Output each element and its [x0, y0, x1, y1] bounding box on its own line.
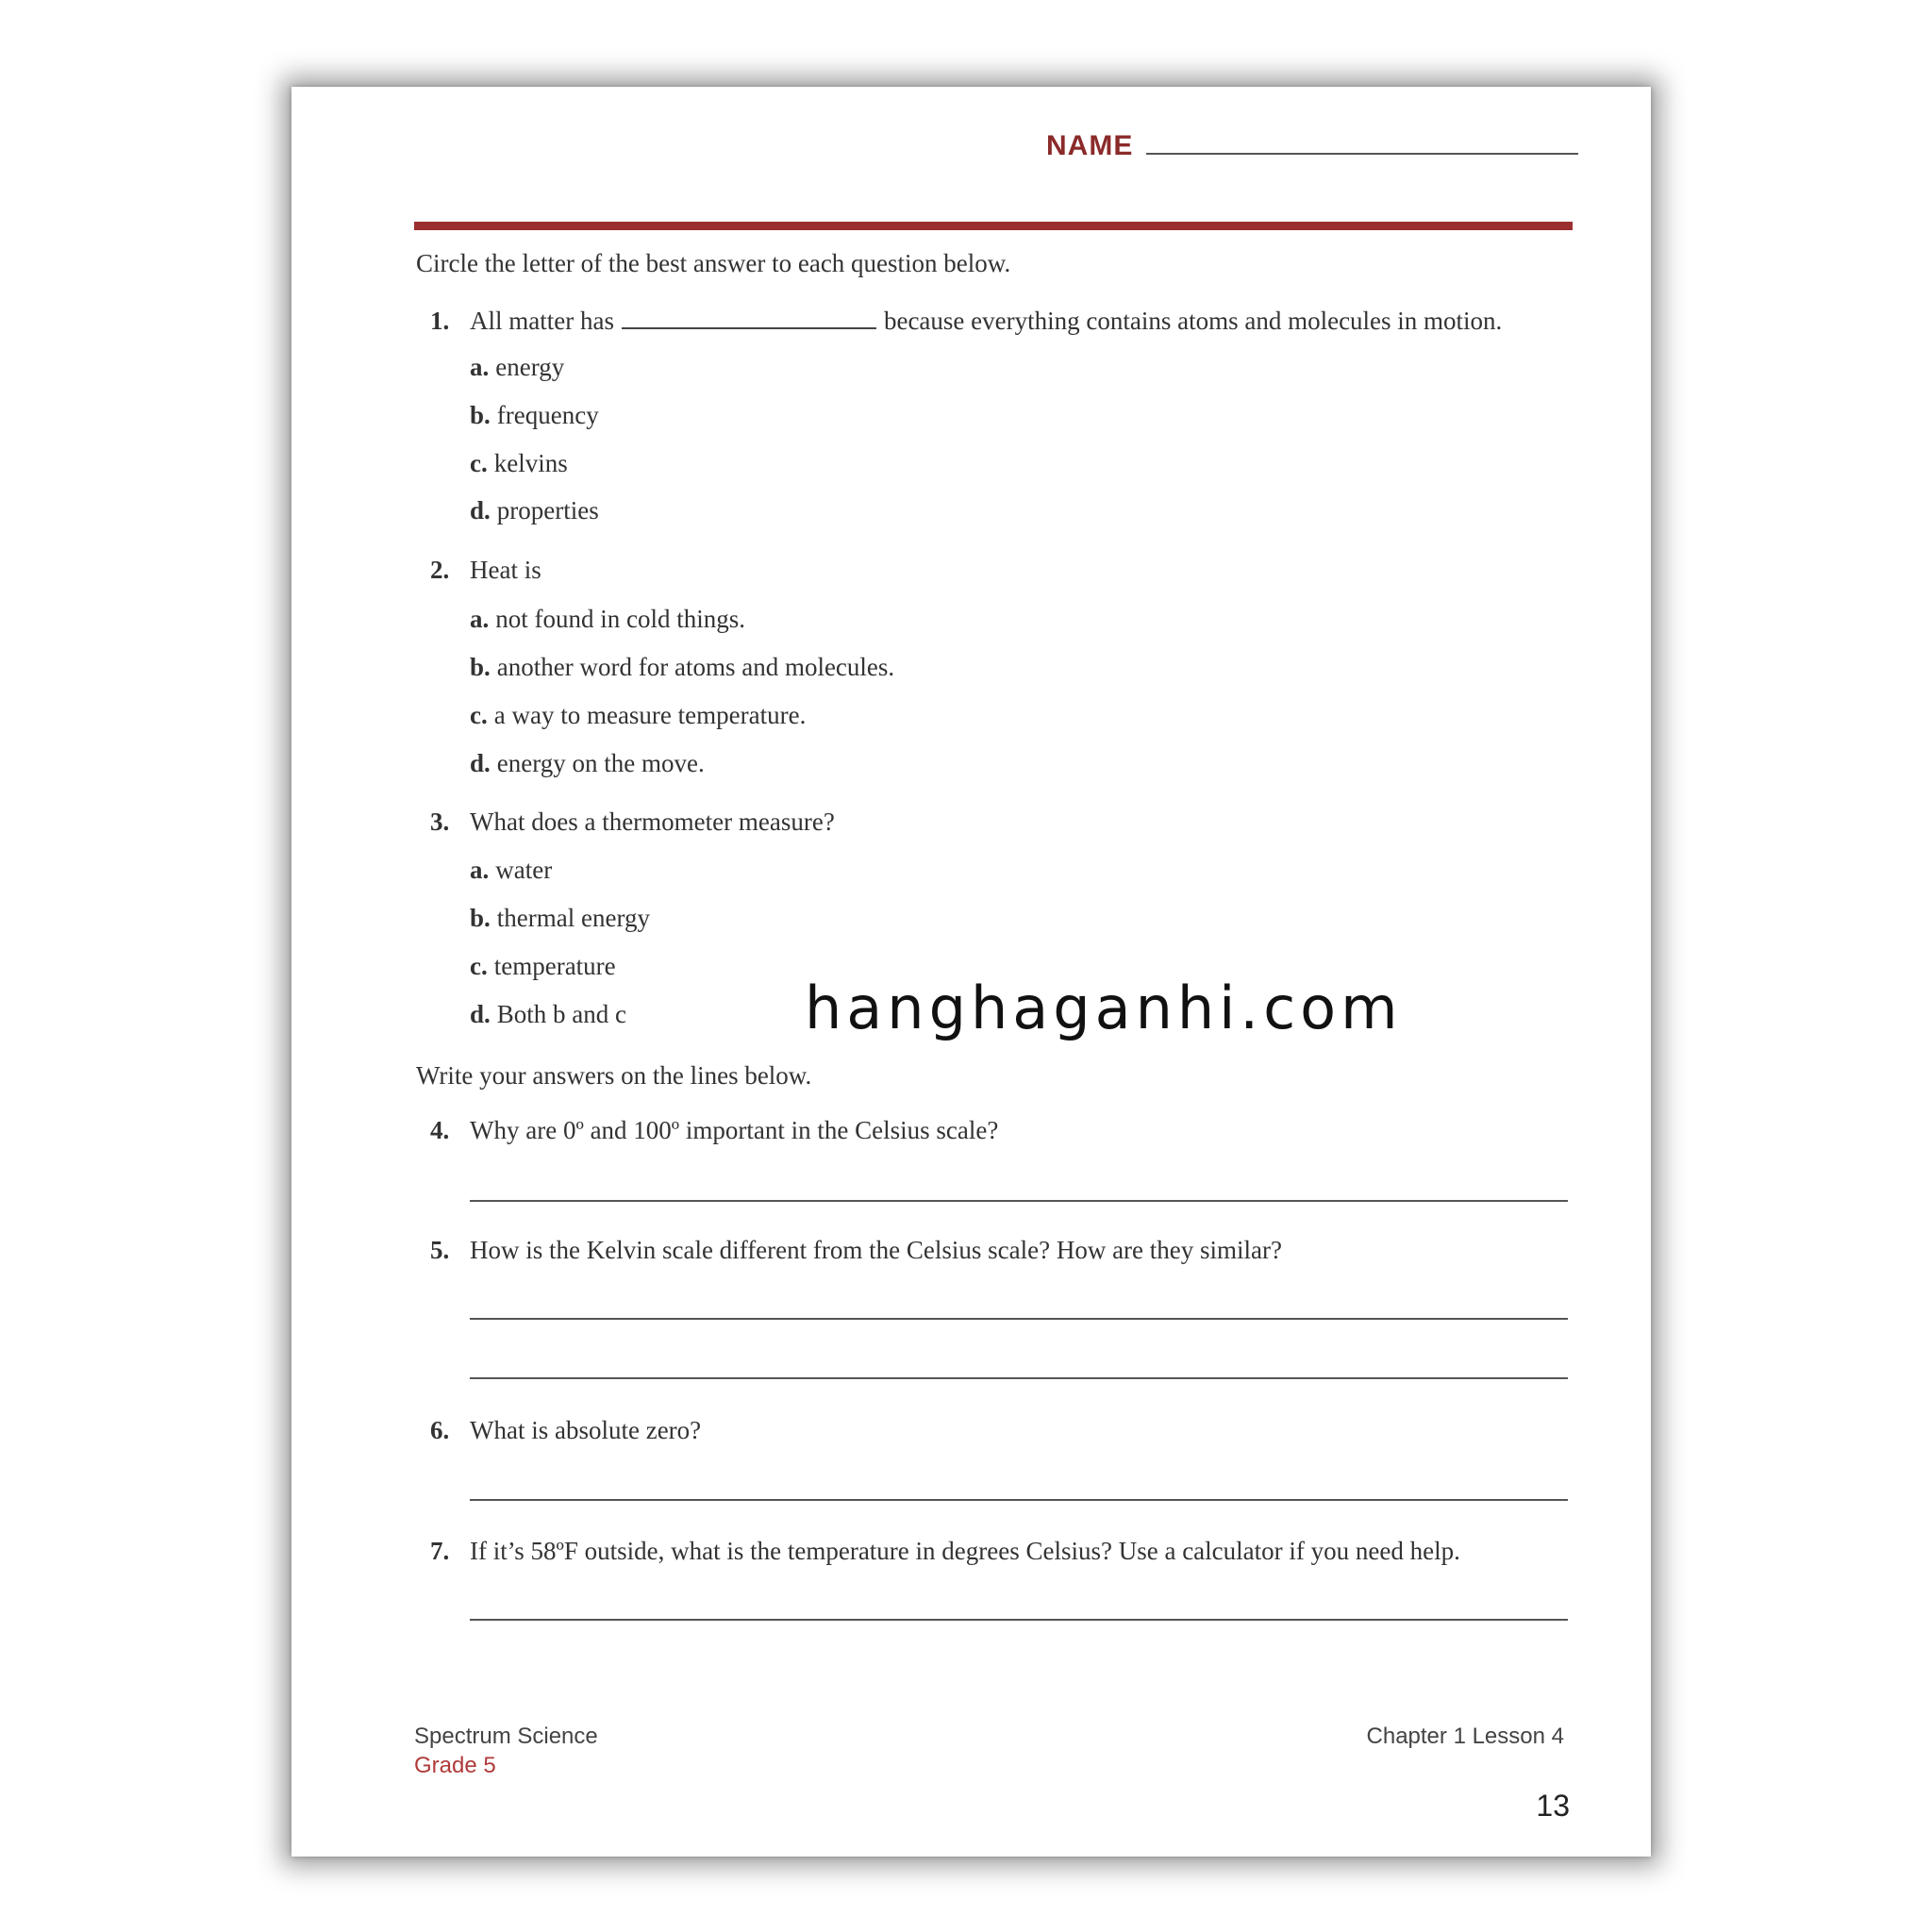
option-letter: d.: [470, 749, 491, 777]
question-5: [430, 1236, 1282, 1265]
option-1c[interactable]: [470, 449, 568, 478]
question-number: 6.: [430, 1416, 450, 1444]
question-text: What is absolute zero?: [470, 1416, 702, 1444]
option-2c[interactable]: [470, 701, 806, 730]
option-letter: a.: [470, 856, 490, 884]
name-field-row: [1046, 125, 1578, 162]
option-letter: c.: [470, 701, 488, 729]
option-text: water: [495, 856, 553, 884]
worksheet-page: [291, 87, 1651, 1857]
question-text: How is the Kelvin scale different from the Celsius scale? How are they similar?: [470, 1236, 1282, 1264]
option-text: thermal energy: [496, 904, 650, 932]
option-letter: d.: [470, 1000, 491, 1028]
option-3a[interactable]: [470, 856, 552, 885]
answer-line[interactable]: [470, 1619, 1568, 1621]
answer-line[interactable]: [470, 1318, 1568, 1320]
option-text: energy: [495, 353, 565, 381]
option-text: Both b and c: [496, 1000, 627, 1028]
footer-book-title: Spectrum Science: [414, 1724, 598, 1749]
footer-grade: Grade 5: [414, 1753, 496, 1778]
question-number: 2.: [430, 556, 450, 584]
option-text: frequency: [496, 401, 599, 429]
question-6: [430, 1416, 701, 1445]
option-1a[interactable]: [470, 353, 564, 382]
answer-line[interactable]: [470, 1499, 1568, 1501]
option-letter: a.: [470, 353, 490, 381]
footer-chapter: Chapter 1 Lesson 4: [1366, 1724, 1564, 1749]
watermark-text: hanghaganhi.com: [805, 974, 1403, 1042]
question-number: 3.: [430, 808, 450, 836]
option-1d[interactable]: [470, 496, 599, 525]
page-number: 13: [1536, 1789, 1570, 1823]
question-number: 1.: [430, 307, 450, 335]
question-text: If it’s 58ºF outside, what is the temperature in degrees Celsius? Use a calculator if you need help.: [470, 1537, 1460, 1565]
question-number: 7.: [430, 1537, 450, 1565]
instructions-circle: Circle the letter of the best answer to each question below.: [416, 249, 1011, 277]
answer-line[interactable]: [470, 1377, 1568, 1379]
question-text: What does a thermometer measure?: [470, 808, 835, 836]
fill-in-blank[interactable]: [622, 305, 876, 329]
question-number: 4.: [430, 1116, 450, 1144]
option-3c[interactable]: [470, 952, 616, 981]
question-text: Heat is: [470, 556, 541, 584]
question-text: Why are 0º and 100º important in the Celsius scale?: [470, 1116, 999, 1144]
question-3: [430, 808, 835, 837]
name-label: NAME: [1046, 130, 1134, 161]
question-text-after: because everything contains atoms and molecules in motion.: [883, 307, 1503, 335]
answer-line[interactable]: [470, 1200, 1568, 1202]
option-text: properties: [496, 496, 599, 525]
option-letter: c.: [470, 449, 488, 477]
instructions-write: Write your answers on the lines below.: [416, 1061, 812, 1090]
option-letter: b.: [470, 401, 491, 429]
name-blank-line[interactable]: [1146, 125, 1578, 155]
option-letter: c.: [470, 952, 488, 980]
option-text: kelvins: [493, 449, 568, 477]
option-1b[interactable]: [470, 401, 599, 430]
question-7: [430, 1537, 1460, 1566]
option-2d[interactable]: [470, 749, 705, 778]
option-letter: b.: [470, 904, 491, 932]
option-text: not found in cold things.: [495, 605, 745, 633]
option-text: temperature: [493, 952, 616, 980]
option-3d[interactable]: [470, 1000, 626, 1029]
option-2a[interactable]: [470, 605, 745, 634]
option-letter: b.: [470, 653, 491, 681]
option-letter: a.: [470, 605, 490, 633]
question-2: [430, 556, 541, 585]
option-letter: d.: [470, 496, 491, 525]
question-1: [430, 305, 1502, 336]
header-rule: [414, 222, 1573, 230]
question-number: 5.: [430, 1236, 450, 1264]
option-3b[interactable]: [470, 904, 650, 933]
option-text: energy on the move.: [496, 749, 705, 777]
option-text: another word for atoms and molecules.: [496, 653, 895, 681]
option-text: a way to measure temperature.: [493, 701, 807, 729]
question-4: [430, 1116, 998, 1145]
question-text-before: All matter has: [470, 307, 614, 335]
option-2b[interactable]: [470, 653, 894, 682]
